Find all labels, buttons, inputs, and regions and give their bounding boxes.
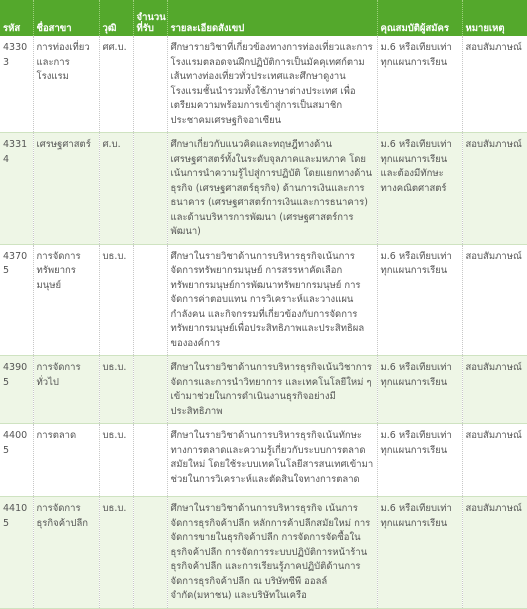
row-note: สอบสัมภาษณ์ [462, 497, 527, 609]
header-code: รหัส [0, 0, 33, 36]
row-seats [133, 244, 167, 356]
table-header-row [0, 0, 527, 36]
row-qualification: ม.6 หรือเทียบเท่าทุกแผนการเรียน [377, 356, 462, 424]
header-seats: จำนวนที่รับ [133, 0, 167, 36]
header-note: หมายเหตุ [462, 0, 527, 36]
row-qualification: ม.6 หรือเทียบเท่าทุกแผนการเรียน [377, 424, 462, 497]
table-row [0, 133, 527, 245]
header-qualification: คุณสมบัติผู้สมัคร [377, 0, 462, 36]
row-note: สอบสัมภาษณ์ [462, 244, 527, 356]
row-details: ศึกษารายวิชาที่เกี่ยวข้องทางการท่องเที่ยวและการโรงแรมตลอดจนฝึกปฏิบัติการเป็นมัคคุเทศก์ตามเส้นทางท่องเที่ยวทั่วประเทศและศึกษาดูงานโรงแรมชั้นนำรวมทั้งใช้ภาษาต่างประเทศ เพื่อเตรียมความพร้อมการเข้าสู่การเป็นสมาชิกประชาคมเศรษฐกิจอาเซียน [167, 36, 377, 133]
table-row [0, 497, 527, 609]
header-details: รายละเอียดสังเขป [167, 0, 377, 36]
row-seats [133, 356, 167, 424]
header-degree: วุฒิ [99, 0, 133, 36]
table-row [0, 36, 527, 133]
row-qualification: ม.6 หรือเทียบเท่าทุกแผนการเรียน [377, 36, 462, 133]
row-code: 43314 [0, 133, 33, 245]
row-degree: ศศ.บ. [99, 36, 133, 133]
row-major: การท่องเที่ยวและการโรงแรม [33, 36, 99, 133]
row-note: สอบสัมภาษณ์ [462, 424, 527, 497]
row-details: ศึกษาในรายวิชาด้านการบริหารธุรกิจเน้นทักษะทางการตลาดและความรู้เกี่ยวกับระบบการตลาดสมัยใหม่ โดยใช้ระบบเทคโนโลยีสารสนเทศเข้ามาช่วยในการวิเคราะห์และตัดสินใจทางการตลาด [167, 424, 377, 497]
row-qualification: ม.6 หรือเทียบเท่าทุกแผนการเรียน [377, 497, 462, 609]
row-degree: บธ.บ. [99, 424, 133, 497]
row-seats [133, 133, 167, 245]
row-details: ศึกษาในรายวิชาด้านการบริหารธุรกิจ เน้นการจัดการธุรกิจค้าปลีก หลักการค้าปลีกสมัยใหม่ การจัดการขายในธุรกิจค้าปลีก การจัดการจัดซื้อในธุรกิจค้าปลีก การจัดการระบบปฏิบัติการหน้าร้านธุรกิจค้าปลีก และการเรียนรู้ภาคปฏิบัติด้านการจัดการธุรกิจค้าปลีก ณ บริษัทซีพี ออลล์ จำกัด(มหาชน) และบริษัทในเครือ [167, 497, 377, 609]
row-major: เศรษฐศาสตร์ [33, 133, 99, 245]
row-degree: บธ.บ. [99, 244, 133, 356]
row-degree: บธ.บ. [99, 356, 133, 424]
row-major: การตลาด [33, 424, 99, 497]
table-row [0, 424, 527, 497]
row-qualification: ม.6 หรือเทียบเท่าทุกแผนการเรียนและต้องมีทักษะทางคณิตศาสตร์ [377, 133, 462, 245]
row-code: 44105 [0, 497, 33, 609]
header-major: ชื่อสาขา [33, 0, 99, 36]
row-code: 43705 [0, 244, 33, 356]
row-degree: ศ.บ. [99, 133, 133, 245]
table-row [0, 356, 527, 424]
row-note: สอบสัมภาษณ์ [462, 36, 527, 133]
row-details: ศึกษาเกี่ยวกับแนวคิดและทฤษฎีทางด้านเศรษฐศาสตร์ทั้งในระดับจุลภาคและมหภาค โดยเน้นการนำความรู้ไปสู่การปฏิบัติ โดยแยกทางด้านธุรกิจ (เศรษฐศาสตร์ธุรกิจ) ด้านการเงินและการธนาคาร (เศรษฐศาสตร์การเงินและการธนาคาร) และด้านบริหารการพัฒนา (เศรษฐศาสตร์การพัฒนา) [167, 133, 377, 245]
row-details: ศึกษาในรายวิชาด้านการบริหารธุรกิจเน้นวิชาการจัดการและการนำวิทยาการ และเทคโนโลยีใหม่ ๆเข้ามาช่วยในการดำเนินงานธุรกิจอย่างมีประสิทธิภาพ [167, 356, 377, 424]
row-seats [133, 36, 167, 133]
row-major: การจัดการธุรกิจค้าปลีก [33, 497, 99, 609]
row-code: 43905 [0, 356, 33, 424]
row-code: 43303 [0, 36, 33, 133]
row-seats [133, 424, 167, 497]
row-major: การจัดการทั่วไป [33, 356, 99, 424]
row-seats [133, 497, 167, 609]
row-qualification: ม.6 หรือเทียบเท่าทุกแผนการเรียน [377, 244, 462, 356]
table-row [0, 244, 527, 356]
row-details: ศึกษาในรายวิชาด้านการบริหารธุรกิจเน้นการจัดการทรัพยากรมนุษย์ การสรรหาคัดเลือกทรัพยากรมนุษย์การพัฒนาทรัพยากรมนุษย์ การจัดการค่าตอบแทน การวิเคราะห์และวางแผนกำลังคน และกิจกรรมที่เกี่ยวข้องกับการจัดการทรัพยากรมนุษย์เพื่อประสิทธิภาพและประสิทธิผลขององค์การ [167, 244, 377, 356]
row-major: การจัดการทรัพยากรมนุษย์ [33, 244, 99, 356]
row-code: 44005 [0, 424, 33, 497]
row-note: สอบสัมภาษณ์ [462, 133, 527, 245]
row-note: สอบสัมภาษณ์ [462, 356, 527, 424]
row-degree: บธ.บ. [99, 497, 133, 609]
